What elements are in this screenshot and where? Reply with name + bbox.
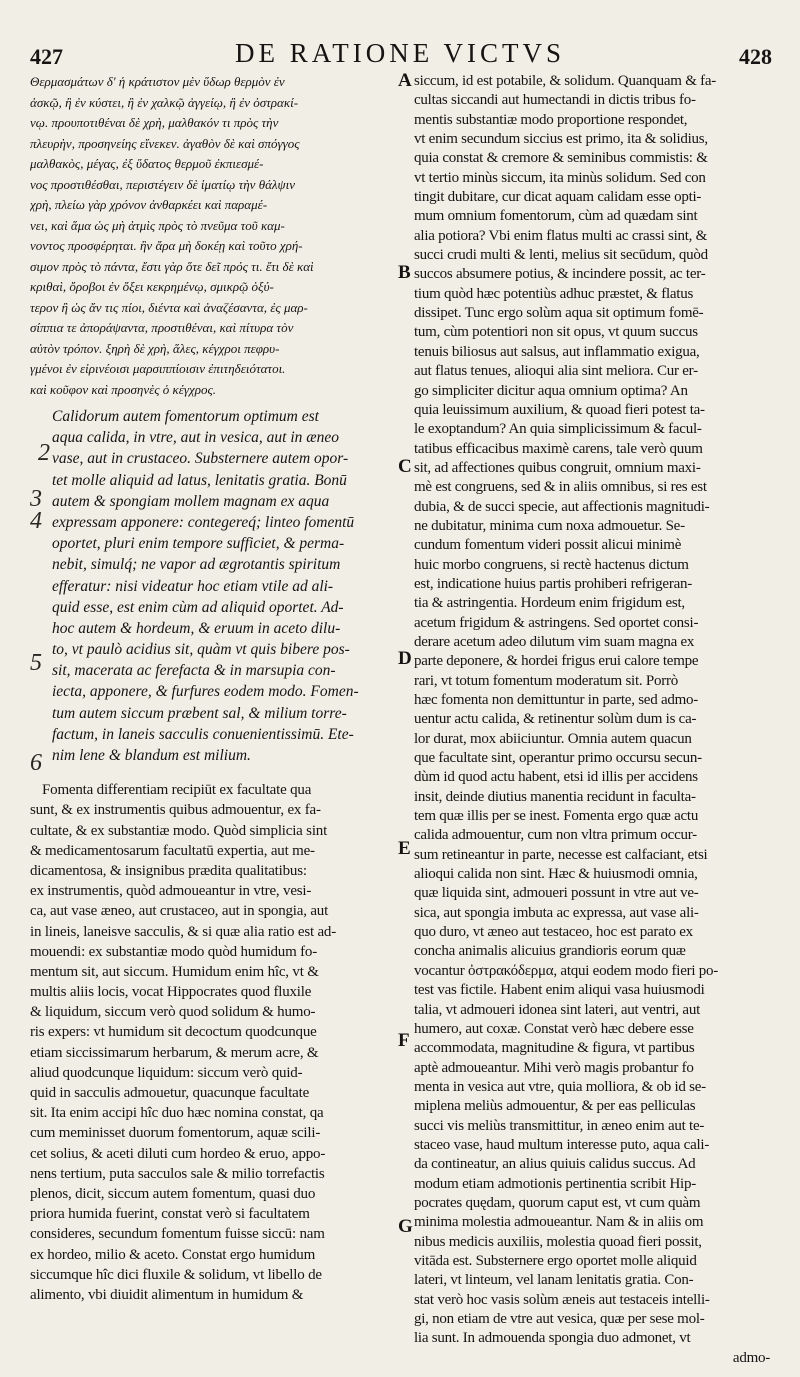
right-line: tatibus efficacibus maximè carens, tale verò quum <box>414 440 703 457</box>
right-line: concha animalis alicuius grandioris eorum quæ <box>414 943 686 960</box>
right-line: vitāda est. Substernere ergo oportet molle aliquid <box>414 1252 697 1269</box>
right-line: test vas fictile. Habent enim aliqui vasa huiusmodi <box>414 982 705 999</box>
right-line: mum omnium fomentorum, cùm ad quædam sint <box>414 208 698 225</box>
right-line: menta in vesica aut vtre, quia molliora, & ob id se- <box>414 1078 706 1095</box>
italic-line: nebit, simulq́; ne vapor ad ægrotantis spiritum <box>52 556 341 574</box>
greek-line: γμένοι ἐν εἰρινέοισι μαρσιππίοισιν ἐπιτηδειότατοι. <box>30 361 286 376</box>
right-line: humero, aut coxæ. Constat verò hæc debere esse <box>414 1020 694 1037</box>
right-line: tum, cùm potentiori non sit opus, vt quum succus <box>414 324 698 341</box>
right-line: sum retineantur in parte, necesse est calfaciant, etsi <box>414 846 708 863</box>
right-line: calida admouentur, cum non vltra primum occur- <box>414 827 697 844</box>
greek-line: σιμον πρὸς τὸ πάντα, ἔστι γὰρ ὅτε δεῖ πρός τι. ἔτι δὲ καὶ <box>30 258 314 274</box>
italic-line: tet molle aliquid ad latus, lenitatis gratia. Bonū <box>52 471 347 489</box>
italic-line: iecta, apponere, & furfures eodem modo. Fomen- <box>52 683 359 701</box>
right-line: accommodata, magnitudine & figura, vt partibus <box>414 1040 695 1057</box>
right-line: aptè admoueantur. Mihi verò magis probantur fo <box>414 1059 694 1076</box>
commentary-line: mouendi: ex substantiæ modo quòd humidum fo- <box>30 943 318 960</box>
section-marker-g: G <box>398 1216 413 1237</box>
right-line: insit, deinde diutius manentia recidunt in faculta- <box>414 788 696 805</box>
right-line: succos absumere potius, & incindere possit, ac ter- <box>414 266 706 283</box>
right-line: staceo vase, haud multum interesse puto, aqua cali- <box>414 1136 710 1153</box>
catchword: admo- <box>732 1349 770 1366</box>
right-column <box>414 72 776 1368</box>
italic-line: nim lene & blandum est milium. <box>52 747 251 764</box>
right-line: vt enim secundum siccius est primo, ita & solidius, <box>414 131 708 148</box>
commentary-line: & liquidum, siccum verò quod solidum & humo- <box>30 1004 316 1021</box>
commentary-line: multis aliis locis, vocat Hippocrates quod fluxile <box>30 984 312 1001</box>
italic-line: oportet, pluri enim tempore sufficiet, & perma- <box>52 535 345 553</box>
right-line: pocrates quędam, quorum caput est, vt cum quàm <box>414 1194 701 1211</box>
right-line: sica, aut spongia imbuta ac expressa, aut vase ali- <box>414 904 699 921</box>
right-line: vocantur ὀστρακόδερμα, atqui eodem modo fieri po- <box>414 962 719 979</box>
commentary-line: consideres, secundum fomentum fuisse siccū: nam <box>30 1226 325 1243</box>
right-line: siccum, id est potabile, & solidum. Quanquam & fa- <box>414 73 717 89</box>
left-page-number: 427 <box>30 44 63 69</box>
greek-line: καὶ κοῦφον καὶ προσηνὲς ὁ κέγχρος. <box>30 381 217 397</box>
section-marker-e: E <box>398 838 411 859</box>
right-line: le exoptandum? An quia simplicissimum & facul- <box>414 421 702 438</box>
right-line: tenuis biliosus aut salsus, aut inflammatio exigua, <box>414 343 700 360</box>
italic-line: vase, aut in crustaceo. Substernere autem opor- <box>52 450 349 468</box>
commentary-line: & medicamentosarum facultatū expertia, aut me- <box>30 842 315 859</box>
right-line: ne dubitatur, minima cum noxa admouetur. Se- <box>414 517 685 534</box>
right-line: acetum frigidum & astringens. Sed oportet consi- <box>414 614 699 631</box>
commentary-line: alimento, vbi diuidit alimentum in humidum & <box>30 1286 304 1303</box>
right-page-number: 428 <box>739 44 772 69</box>
commentary-line: dicamentosa, & insignibus prædita qualitatibus: <box>30 862 307 879</box>
right-line: cultas siccandi aut humectandi in dictis tribus fo- <box>414 92 696 109</box>
right-line: modum etiam admotionis pertinentia scribit Hip- <box>414 1175 696 1192</box>
running-header <box>0 38 800 72</box>
section-marker-f: F <box>398 1030 410 1051</box>
commentary-line: ris expers: vt humidum sit decoctum quodcunque <box>30 1024 317 1041</box>
section-marker-a: A <box>398 70 412 91</box>
section-marker-c: C <box>398 456 412 477</box>
italic-line: factum, in laneis sacculis conuenientissimū. Ete- <box>52 725 354 743</box>
right-line: dùm id quod actu habent, etsi id illis per accidens <box>414 769 698 786</box>
greek-line: νοντος προσφέρηται. ἢν ἄρα μὴ δοκέῃ καὶ τοῦτο χρή- <box>30 238 303 253</box>
section-marker-b: B <box>398 262 411 283</box>
commentary-line: cet solius, & aceti diluti cum hordeo & eruo, appo- <box>30 1145 326 1162</box>
commentary-line: ca, aut vase æneo, aut crustaceo, aut in spongia, aut <box>30 903 329 920</box>
commentary-line: aliud quodcunque liquidum: siccum verò quid- <box>30 1064 303 1081</box>
commentary-line: priora humida fuerint, constat verò si facultatem <box>30 1206 310 1223</box>
right-line: tem quæ illis per se inest. Fomenta ergo quæ actu <box>414 808 699 825</box>
greek-line: αὐτὸν τρόπον. ξηρὴ δὲ χρὴ, ἅλες, κέγχροι πεφρυ- <box>30 340 280 356</box>
greek-line: μαλθακὸς, μέγας, ἐξ ὕδατος θερμοῦ ἐκπιεσμέ- <box>30 156 264 171</box>
italic-line: tum autem siccum præbent sal, & milium torre- <box>52 704 347 722</box>
right-line: est, indicatione huius partis prohiberi refrigeran- <box>414 575 692 592</box>
commentary-line: etiam siccissimarum herbarum, & merum acre, & <box>30 1044 319 1061</box>
right-line: tingit dubitare, cur dicat aquam calidam esse opti- <box>414 189 702 206</box>
right-line: vt tertio minùs siccum, ita minùs solidum. Sed con <box>414 169 706 186</box>
right-line: succi crudi multi & lenti, melius sit secūdum, quòd <box>414 247 708 264</box>
italic-line: to, vt paulò acidius sit, quàm vt quis bibere pos- <box>52 641 350 659</box>
right-line: gi, non etiam de vtre aut vesica, quæ per sese mol- <box>414 1311 705 1327</box>
latin-italic-translation <box>30 406 395 766</box>
italic-line: expressam apponere: contegereq́; linteo fomentū <box>52 513 355 531</box>
right-line: quia constat & cremore & seminibus commistis: & <box>414 150 708 167</box>
right-line: lor durat, mox abiiciuntur. Omnia autem quacun <box>414 730 692 747</box>
italic-line: Calidorum autem fomentorum optimum est <box>52 408 319 425</box>
margin-number: 5 <box>30 650 42 676</box>
margin-number: 4 <box>30 508 42 534</box>
right-line: lateri, vt linteum, vel lanam lenitatis gratia. Con- <box>414 1272 694 1289</box>
commentary-line: quid in sacculis admouetur, quacunque facultate <box>30 1085 310 1101</box>
right-line: talia, vt admoueri idonea sint lateri, aut ventri, aut <box>414 1001 700 1018</box>
italic-line: autem & spongiam mollem magnam ex aqua <box>52 492 330 510</box>
greek-line: κριθαὶ, ὄροβοι ἐν ὄξει κεκρημένῳ, σμικρῷ ὀξύ- <box>30 279 274 294</box>
right-line: go simpliciter dicitur aqua omnium optima? An <box>414 382 688 399</box>
right-line: tium quòd hæc potentiùs adhuc præstet, & flatus <box>414 285 694 302</box>
greek-line: σίππια τε ἀποράψαντα, προστιθέναι, καὶ πίτυρα τὸν <box>30 320 294 335</box>
right-line: alioqui calida non sint. Hæc & huiusmodi omnia, <box>414 866 698 883</box>
right-line: minima molestia admoueantur. Nam & in aliis om <box>414 1214 704 1231</box>
right-line: uentur actu calida, & retinentur solùm dum is ca- <box>414 711 697 728</box>
greek-line: χρὴ, πλείω γὰρ χρόνον ἀνθαρκέει καὶ παραμέ- <box>30 197 268 212</box>
commentary-line: Fomenta differentiam recipiūt ex facultate qua <box>42 782 312 799</box>
right-line: tia & astringentia. Hordeum enim frigidum est, <box>414 595 685 612</box>
right-line: dissipet. Tunc ergo solùm aqua sit optimum fomē- <box>414 305 704 322</box>
right-line: quæ liquida sint, admoueri possunt in vtre aut ve- <box>414 885 699 902</box>
greek-line: νει, καὶ ἅμα ὡς μὴ ἀτμὶς πρὸς τὸ πνεῦμα τοῦ καμ- <box>30 217 285 233</box>
italic-line: efferatur: nisi videatur hoc etiam vtile ad ali- <box>52 577 334 595</box>
commentary-line: plenos, dicit, siccum autem fomentum, quasi duo <box>30 1185 316 1202</box>
right-line: alia potiora? Vbi enim flatus multi ac crassi sint, & <box>414 227 708 244</box>
right-line: nibus medicis auxiliis, molestia quoad fieri possit, <box>414 1233 702 1250</box>
commentary-line: cultate, & ex substantiæ modo. Quòd simplicia sint <box>30 822 328 839</box>
commentary-line: ex instrumentis, quòd admoueantur in vtre, vesi- <box>30 883 312 900</box>
margin-number: 6 <box>30 750 42 776</box>
left-column <box>30 72 395 1305</box>
commentary-line: nens tertium, puta sacculos sale & milio torrefactis <box>30 1165 325 1182</box>
right-line: parte deponere, & hordei frigus erui calore tempe <box>414 653 699 670</box>
margin-number: 2 <box>38 440 50 466</box>
greek-text-block <box>30 72 395 400</box>
right-line: rari, vt totum fomentum moderatum sit. Porrò <box>414 672 678 689</box>
right-line: quo duro, vt æneo aut testaceo, hoc est parato ex <box>414 924 693 941</box>
greek-line: ἀσκῷ, ἢ ἐν κύστει, ἢ ἐν χαλκῷ ἀγγείῳ, ἢ ἐν ὀστρακί- <box>30 94 299 110</box>
commentary-line: sit. Ita enim accipi hîc duo hæc nomina constat, qa <box>30 1105 324 1122</box>
running-title: DE RATIONE VICTVS <box>235 38 565 68</box>
right-line: stat verò hoc vasis solùm æneis aut testaceis intelli- <box>414 1291 710 1308</box>
commentary-paragraph <box>30 780 395 1305</box>
greek-line: νῳ. προυποτιθέναι δὲ χρὴ, μαλθακόν τι πρὸς τὴν <box>30 115 279 130</box>
right-line: lia sunt. In admouenda spongia duo admonet, vt <box>414 1330 691 1347</box>
greek-line: πλευρὴν, προσηνείης εἵνεκεν. ἀγαθὸν δὲ καὶ σπόγγος <box>30 135 300 151</box>
commentary-line: in lineis, laneisve sacculis, & si quæ alia ratio est ad- <box>30 923 337 940</box>
commentary-line: cum meminisset duorum fomentorum, aquæ scili- <box>30 1125 321 1142</box>
greek-line: τερον ἢ ὡς ἄν τις πίοι, διέντα καὶ ἀναζέσαντα, ἐς μαρ- <box>30 299 308 315</box>
commentary-line: ex hordeo, milio & aceto. Constat ergo humidum <box>30 1246 316 1263</box>
right-line: derare acetum adeo dilutum vim suam magna ex <box>414 633 695 650</box>
italic-line: hoc autem & hordeum, & eruum in aceto dilu- <box>52 619 341 637</box>
right-line: sit, ad affectiones quibus congruit, omnium maxi- <box>414 459 701 476</box>
italic-line: aqua calida, in vtre, aut in vesica, aut in æneo <box>52 429 339 447</box>
spacer <box>30 766 395 780</box>
greek-line: Θερμασμάτων δ' ἡ κράτιστον μὲν ὕδωρ θερμὸν ἐν <box>30 74 285 89</box>
section-marker-d: D <box>398 648 412 669</box>
right-line: mè est congruens, sed & in aliis omnibus, si res est <box>414 479 707 496</box>
right-line: cundum fomentum videri possit alicui minimè <box>414 537 682 554</box>
margin-number: 3 <box>30 486 42 512</box>
right-line: que facultate sint, operantur primo occursu secun- <box>414 750 702 767</box>
commentary-line: mentum sit, aut siccum. Humidum enim hîc, vt & <box>30 963 319 980</box>
italic-line: sit, macerata ac ferefacta & in marsupia con- <box>52 662 336 680</box>
right-line: mentis substantiæ modo proportione respondet, <box>414 111 688 128</box>
right-line: succi vis meliùs transmittitur, in æneo enim aut te- <box>414 1117 705 1134</box>
right-line: huic morbo congruens, si rectè hactenus dictum <box>414 556 689 573</box>
italic-line: quid esse, est enim cùm ad aliquid oportet. Ad- <box>52 598 344 616</box>
right-line: hæc fomenta non demittuntur in parte, sed admo- <box>414 692 699 708</box>
right-line: da contineatur, an alius quiuis calidus succus. Ad <box>414 1156 696 1173</box>
right-line: aut flatus tenues, alioqui alia sint meliora. Cur er- <box>414 363 698 380</box>
right-line: dubia, & de succi specie, aut affectionis magnitudi- <box>414 498 710 515</box>
commentary-line: sunt, & ex instrumentis quibus admouentur, ex fa- <box>30 802 321 819</box>
commentary-line: siccumque hîc dici fluxile & solidum, vt libello de <box>30 1266 322 1283</box>
right-line: miplena meliùs admouentur, & per eas pelliculas <box>414 1098 696 1115</box>
right-line: quia leuissimum auxilium, & quoad fieri potest ta- <box>414 401 705 418</box>
greek-line: νος προστιθέσθαι, περιστέγειν δὲ ἱματίῳ τὴν θάλψιν <box>30 176 296 192</box>
